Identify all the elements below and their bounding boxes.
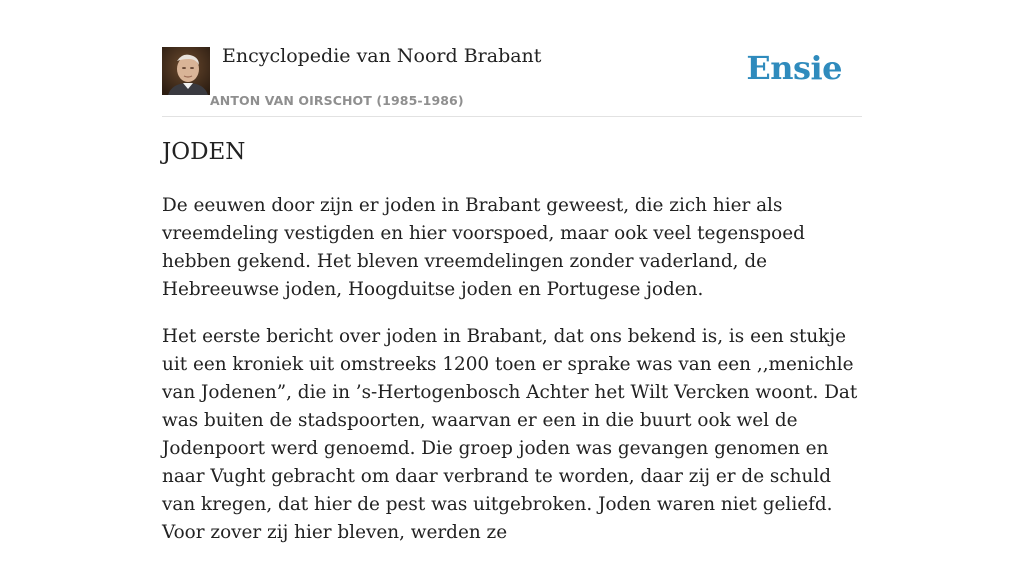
site-title[interactable]: Encyclopedie van Noord Brabant xyxy=(222,45,542,67)
article-paragraph: De eeuwen door zijn er joden in Brabant geweest, die zich hier als vreemdeling vestigden en hier voorspoed, maar ook veel tegenspoed hebben gekend. Het bleven vreemdelingen zonder vaderland, de Hebreeuwse joden, Hoogduitse joden en Portugese joden. xyxy=(162,195,805,300)
author-avatar[interactable] xyxy=(162,47,210,95)
author-name[interactable]: ANTON VAN OIRSCHOT (1985-1986) xyxy=(210,93,464,108)
article-body xyxy=(162,192,870,566)
article-title: JODEN xyxy=(162,139,246,165)
ensie-logo[interactable]: Ensie xyxy=(746,49,842,87)
header xyxy=(162,45,862,117)
article-paragraph: Het eerste bericht over joden in Brabant, dat ons bekend is, is een stukje uit een kroniek uit omstreeks 1200 toen er sprake was van een ,,menichle van Jodenen”, die in ’s-Hertogenbosch Achter het Wilt Vercken woont. Dat was buiten de stadspoorten, waarvan er een in die buurt ook wel de Jodenpoort werd genoemd. Die groep joden was gevangen genomen en naar Vught gebracht om daar verbrand te worden, daar zij er de schuld van kregen, dat hier de pest was uitgebroken. Joden waren niet geliefd. Voor zover zij hier bleven, werden ze xyxy=(162,326,858,543)
author-portrait-icon xyxy=(162,47,210,95)
